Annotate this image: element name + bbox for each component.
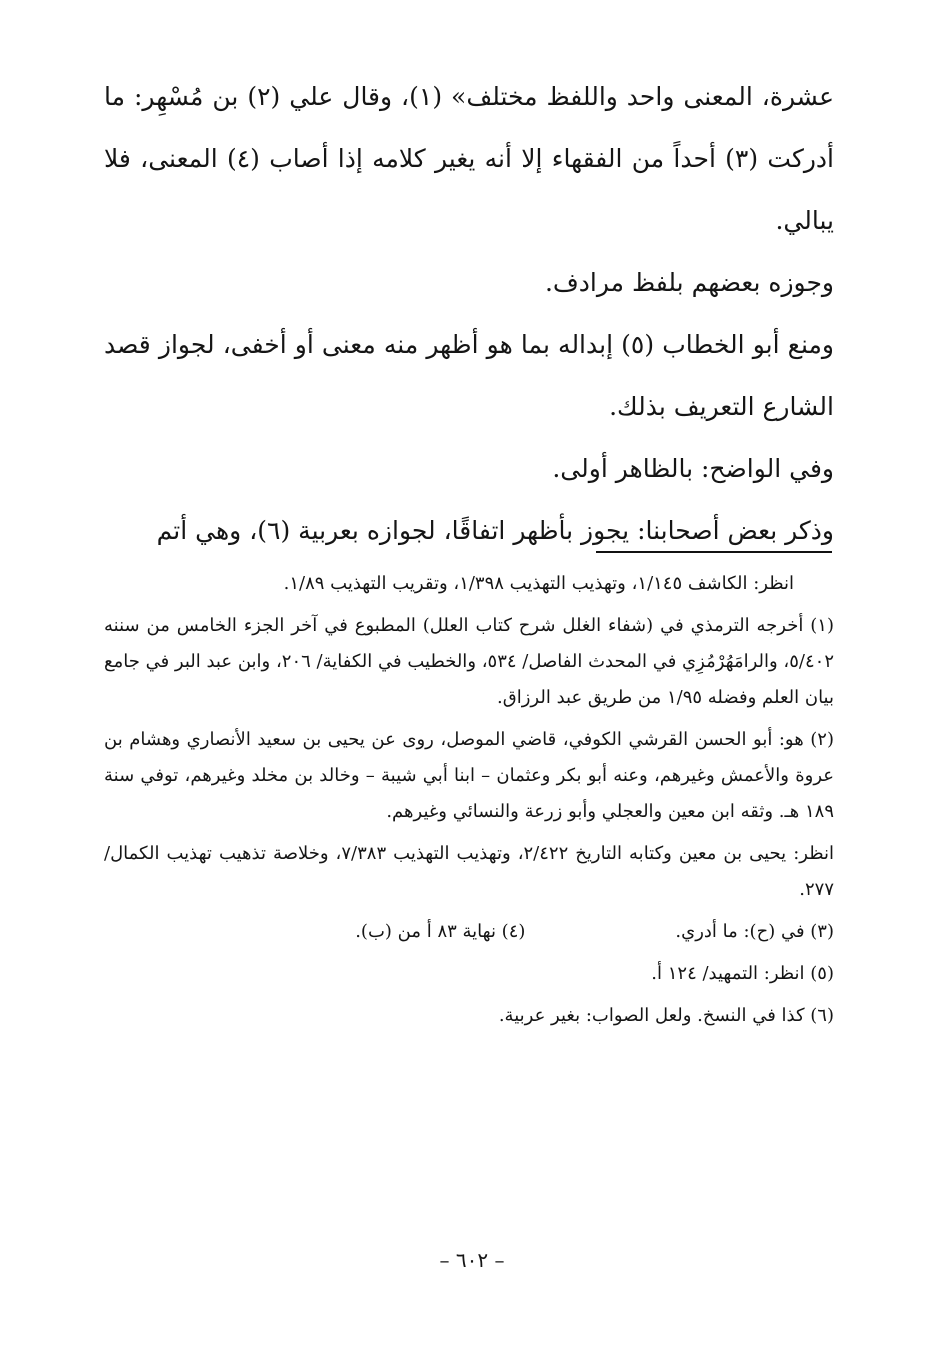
footnote-3: (٣) في (ح): ما أدري.	[675, 921, 834, 942]
footnote-divider	[596, 551, 832, 553]
footnote-4: (٤) نهاية ٨٣ أ من (ب).	[355, 921, 526, 942]
footnote-2-reference: انظر: يحيى بن معين وكتابه التاريخ ٢/٤٢٢، وتهذيب التهذيب ٧/٣٨٣، وخلاصة تذهيب تهذيب الكمال/ ٢٧٧.	[104, 843, 834, 900]
page-number: – ٦٠٢ –	[439, 1248, 505, 1272]
footnote-2: (٢) هو: أبو الحسن القرشي الكوفي، قاضي الموصل، روى عن يحيى بن سعيد الأنصاري وهشام بن عروة والأعمش وغيرهم، وعنه أبو بكر وعثمان – ابنا أبي شيبة – وخالد بن مخلد وغيرهم، توفي سنة ١٨٩ هـ. وثقه ابن معين والعجلي وأبو زرعة والنسائي وغيرهم.	[104, 729, 834, 822]
footnote-1: (١) أخرجه الترمذي في (شفاء الغلل شرح كتاب العلل) المطبوع في آخر الجزء الخامس من سننه ٥/٤٠٢، والرامَهُرْمُزِي في المحدث الفاصل/ ٥٣٤، والخطيب في الكفاية/ ٢٠٦، وابن عبد البر في جامع بيان العلم وفضله ١/٩٥ من طريق عبد الرزاق.	[104, 615, 834, 708]
main-paragraph-5: وذكر بعض أصحابنا: يجوز بأظهر اتفاقًا، لجوازه بعربية (٦)، وهي أتم	[156, 516, 834, 545]
footnotes-3-4-row	[104, 914, 834, 950]
main-paragraph-3: ومنع أبو الخطاب (٥) إبداله بما هو أظهر منه معنى أو أخفى، لجواز قصد الشارع التعريف بذلك.	[104, 330, 834, 421]
footnotes-section	[104, 566, 834, 1040]
main-paragraph-4: وفي الواضح: بالظاهر أولى.	[552, 454, 834, 483]
footnote-5: (٥) انظر: التمهيد/ ١٢٤ أ.	[651, 963, 834, 984]
main-text-body	[104, 66, 834, 562]
footnote-previous-reference: انظر: الكاشف ١/١٤٥، وتهذيب التهذيب ١/٣٩٨، وتقريب التهذيب ١/٨٩.	[283, 573, 794, 594]
footnote-6: (٦) كذا في النسخ. ولعل الصواب: بغير عربية.	[498, 1005, 834, 1026]
main-paragraph-1: عشرة، المعنى واحد واللفظ مختلف» (١)، وقال علي (٢) بن مُسْهِر: ما أدركت (٣) أحداً من الفقهاء إلا أنه يغير كلامه إذا أصاب (٤) المعنى، فلا يبالي.	[104, 82, 834, 235]
main-paragraph-2: وجوزه بعضهم بلفظ مرادف.	[544, 268, 834, 297]
